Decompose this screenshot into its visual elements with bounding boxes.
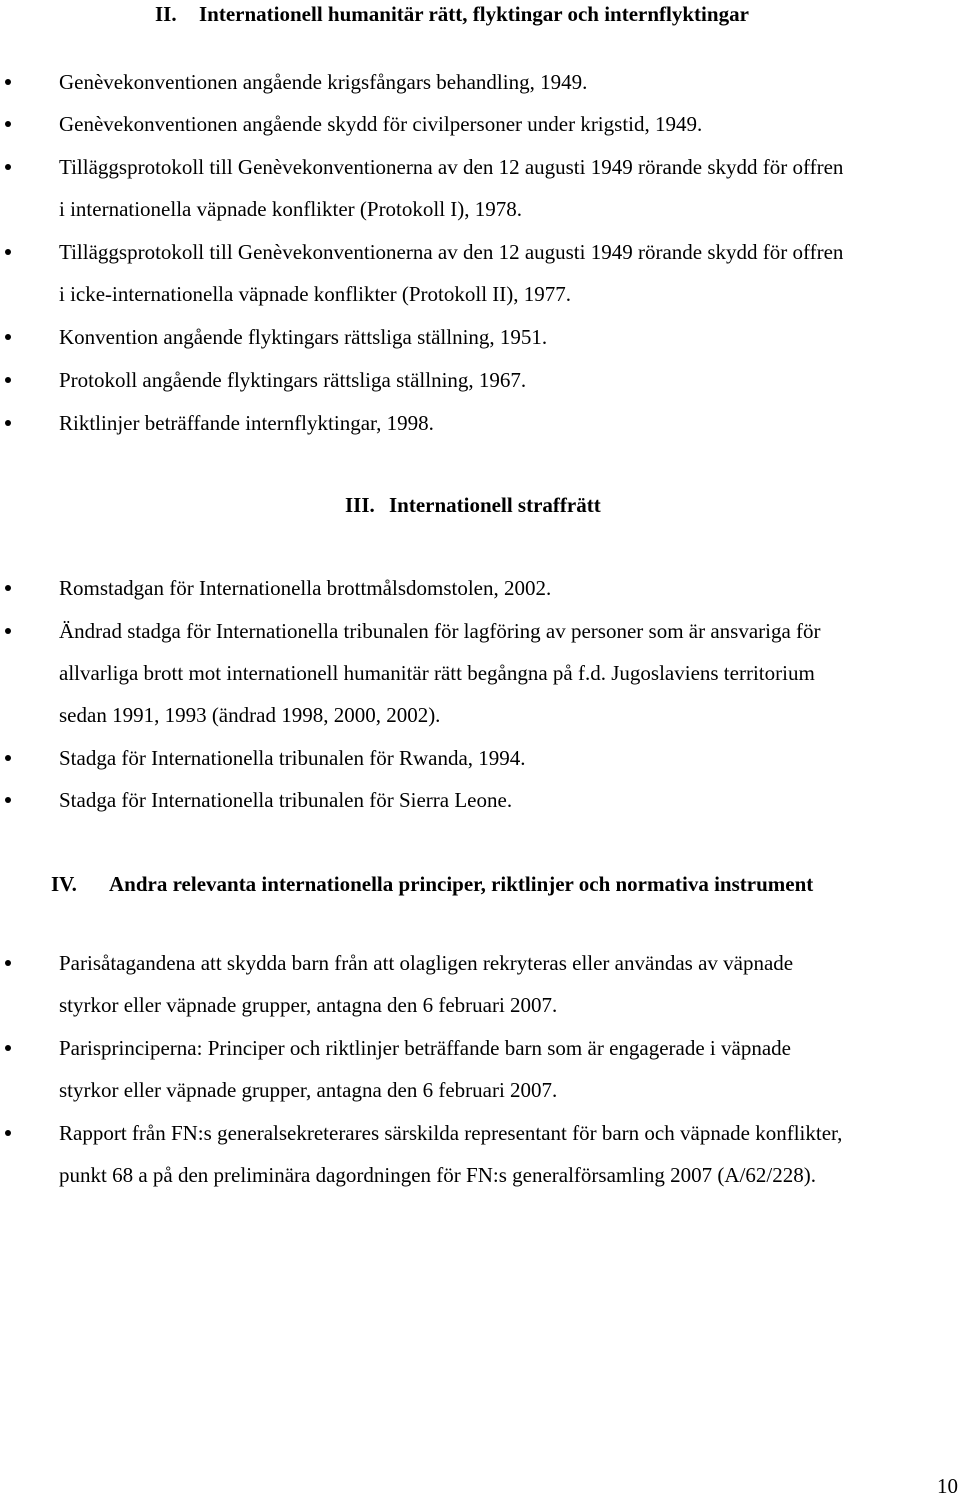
bullet-icon xyxy=(5,164,11,170)
list-item-text: Protokoll angående flyktingars rättsliga ställning, 1967. xyxy=(59,368,527,392)
bullet-icon xyxy=(5,79,11,85)
bullet-icon xyxy=(5,334,11,340)
bullet-icon xyxy=(5,755,11,761)
list-item-text: Parisprinciperna: Principer och riktlinjer beträffande barn som är engagerade i väpnade xyxy=(59,1036,791,1060)
list-item-text: Genèvekonventionen angående krigsfångars behandling, 1949. xyxy=(59,70,588,94)
list-item-text: Ändrad stadga för Internationella tribunalen för lagföring av personer som är ansvariga för xyxy=(59,619,821,643)
bullet-icon xyxy=(5,420,11,426)
section-title: Internationell humanitär rätt, flyktingar och internflyktingar xyxy=(199,2,749,26)
list-item-text: i internationella väpnade konflikter (Protokoll I), 1978. xyxy=(59,197,523,221)
section-number: II. xyxy=(155,2,177,26)
bullet-icon xyxy=(5,585,11,591)
section-heading-ii xyxy=(155,1,749,27)
list-item-text: i icke-internationella väpnade konflikter (Protokoll II), 1977. xyxy=(59,282,572,306)
bullet-icon xyxy=(5,1130,11,1136)
list-item-text: allvarliga brott mot internationell humanitär rätt begångna på f.d. Jugoslaviens territorium xyxy=(59,661,815,685)
section-heading-iii xyxy=(345,492,601,518)
section-title: Internationell straffrätt xyxy=(389,493,601,517)
section-number: III. xyxy=(345,493,375,517)
list-item-text: styrkor eller väpnade grupper, antagna den 6 februari 2007. xyxy=(59,993,558,1017)
bullet-icon xyxy=(5,377,11,383)
list-item-text: Konvention angående flyktingars rättsliga ställning, 1951. xyxy=(59,325,548,349)
bullet-icon xyxy=(5,797,11,803)
list-item-text: Stadga för Internationella tribunalen för Sierra Leone. xyxy=(59,788,513,812)
bullet-icon xyxy=(5,249,11,255)
bullet-icon xyxy=(5,628,11,634)
list-item-text: Romstadgan för Internationella brottmålsdomstolen, 2002. xyxy=(59,576,552,600)
list-item-text: sedan 1991, 1993 (ändrad 1998, 2000, 2002). xyxy=(59,703,441,727)
list-item-text: Tilläggsprotokoll till Genèvekonventionerna av den 12 augusti 1949 rörande skydd för offren xyxy=(59,240,844,264)
bullet-icon xyxy=(5,121,11,127)
list-item-text: Tilläggsprotokoll till Genèvekonventionerna av den 12 augusti 1949 rörande skydd för offren xyxy=(59,155,844,179)
section-title: Andra relevanta internationella principer, riktlinjer och normativa instrument xyxy=(109,872,814,896)
bullet-icon xyxy=(5,960,11,966)
list-item-text: Parisåtagandena att skydda barn från att olagligen rekryteras eller användas av väpnade xyxy=(59,951,794,975)
section-heading-iv xyxy=(51,871,813,897)
list-item-text: Stadga för Internationella tribunalen för Rwanda, 1994. xyxy=(59,746,526,770)
list-item-text: punkt 68 a på den preliminära dagordningen för FN:s generalförsamling 2007 (A/62/228). xyxy=(59,1163,816,1187)
page-number: 10 xyxy=(937,1474,958,1498)
bullet-icon xyxy=(5,1045,11,1051)
list-item-text: styrkor eller väpnade grupper, antagna den 6 februari 2007. xyxy=(59,1078,558,1102)
section-number: IV. xyxy=(51,872,77,896)
list-item-text: Genèvekonventionen angående skydd för civilpersoner under krigstid, 1949. xyxy=(59,112,703,136)
list-item-text: Rapport från FN:s generalsekreterares särskilda representant för barn och väpnade konflikter, xyxy=(59,1121,843,1145)
list-item-text: Riktlinjer beträffande internflyktingar, 1998. xyxy=(59,411,434,435)
